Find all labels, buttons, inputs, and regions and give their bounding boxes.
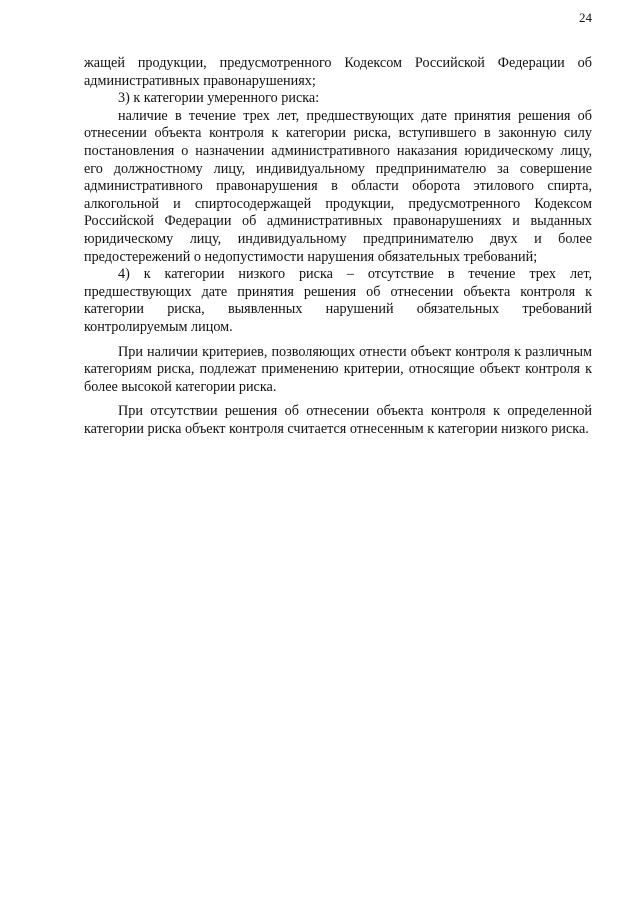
page-number: 24 — [579, 10, 592, 25]
paragraph-no-decision: При отсутствии решения об отнесении объекта контроля к определенной категории риска объект контроля считается отнесенным к категории низкого риска. — [84, 403, 592, 437]
paragraph-low-risk: 4) к категории низкого риска – отсутствие в течение трех лет, предшествующих дате принятия решения об отнесении объекта контроля к категории риска, выявленных нарушений обязательных требований контролируемым лицом. — [84, 266, 592, 335]
paragraph-continuation: жащей продукции, предусмотренного Кодексом Российской Федерации об административных правонарушениях; — [84, 55, 592, 89]
paragraph-moderate-risk-heading: 3) к категории умеренного риска: — [118, 90, 320, 107]
body-text — [84, 55, 592, 438]
paragraph-moderate-risk-criteria: наличие в течение трех лет, предшествующих дате принятия решения об отнесении объекта контроля к категории риска, вступившего в законную силу постановления о назначении административного наказания юридическому лицу, его должностному лицу, индивидуальному предпринимателю за совершение административного правонарушения в области оборота этилового спирта, алкогольной и спиртосодержащей продукции, предусмотренного Кодексом Российской Федерации об административных правонарушениях и выданных юридическому лицу, индивидуальному предпринимателю двух и более предостережений о недопустимости нарушения обязательных требований; — [84, 107, 592, 265]
paragraph-multiple-criteria: При наличии критериев, позволяющих отнести объект контроля к различным категориям риска, подлежат применению критерии, относящие объект контроля к более высокой категории риска. — [84, 343, 592, 395]
